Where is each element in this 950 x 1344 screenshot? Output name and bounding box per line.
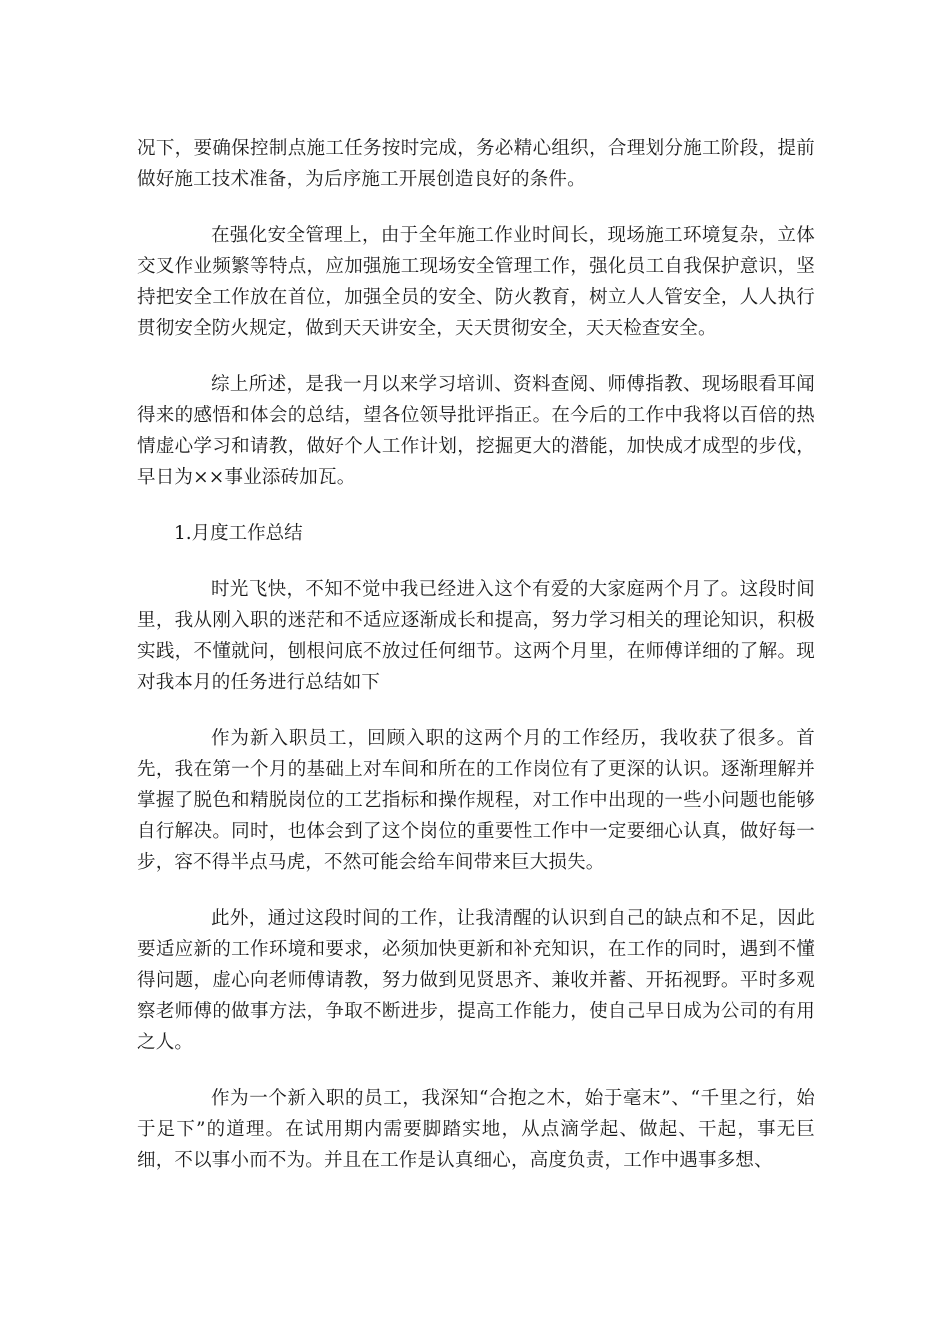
- paragraph-continuation: 况下，要确保控制点施工任务按时完成，务必精心组织，合理划分施工阶段，提前做好施工技术准备，为后序施工开展创造良好的条件。: [137, 138, 815, 190]
- document-body: [137, 133, 815, 1201]
- paragraph-safety-management: 在强化安全管理上，由于全年施工作业时间长，现场施工环境复杂，立体交叉作业频繁等特点，应加强施工现场安全管理工作，强化员工自我保护意识，坚持把安全工作放在首位，加强全员的安全、防火教育，树立人人管安全，人人执行贯彻安全防火规定，做到天天讲安全，天天贯彻安全，天天检查安全。: [137, 225, 815, 339]
- paragraph-new-employee: 作为新入职员工，回顾入职的这两个月的工作经历，我收获了很多。首先，我在第一个月的基础上对车间和所在的工作岗位有了更深的认识。逐渐理解并掌握了脱色和精脱岗位的工艺指标和操作规程，对工作中出现的一些小问题也能够自行解决。同时，也体会到了这个岗位的重要性工作中一定要细心认真，做好每一步，容不得半点马虎，不然可能会给车间带来巨大损失。: [137, 728, 815, 873]
- paragraph-proverb: 作为一个新入职的员工，我深知“合抱之木，始于毫末”、“千里之行，始于足下”的道理。在试用期内需要脚踏实地，从点滴学起、做起、干起，事无巨细，不以事小而不为。并且在工作是认真细心，高度负责，工作中遇事多想、: [137, 1088, 815, 1171]
- section-heading-monthly-summary: 1.月度工作总结: [174, 523, 303, 544]
- paragraph-summary: 综上所述，是我一月以来学习培训、资料查阅、师傅指教、现场眼看耳闻得来的感悟和体会的总结，望各位领导批评指正。在今后的工作中我将以百倍的热情虚心学习和请教，做好个人工作计划，挖掘更大的潜能，加快成才成型的步伐，早日为××事业添砖加瓦。: [137, 374, 815, 488]
- paragraph-shortcomings: 此外，通过这段时间的工作，让我清醒的认识到自己的缺点和不足，因此要适应新的工作环境和要求，必须加快更新和补充知识，在工作的同时，遇到不懂得问题，虚心向老师傅请教，努力做到见贤思齐、兼收并蓄、开拓视野。平时多观察老师傅的做事方法，争取不断进步，提高工作能力，使自己早日成为公司的有用之人。: [137, 908, 815, 1053]
- paragraph-time-flies: 时光飞快，不知不觉中我已经进入这个有爱的大家庭两个月了。这段时间里，我从刚入职的迷茫和不适应逐渐成长和提高，努力学习相关的理论知识，积极实践，不懂就问，刨根问底不放过任何细节。这两个月里，在师傅详细的了解。现对我本月的任务进行总结如下: [137, 579, 815, 693]
